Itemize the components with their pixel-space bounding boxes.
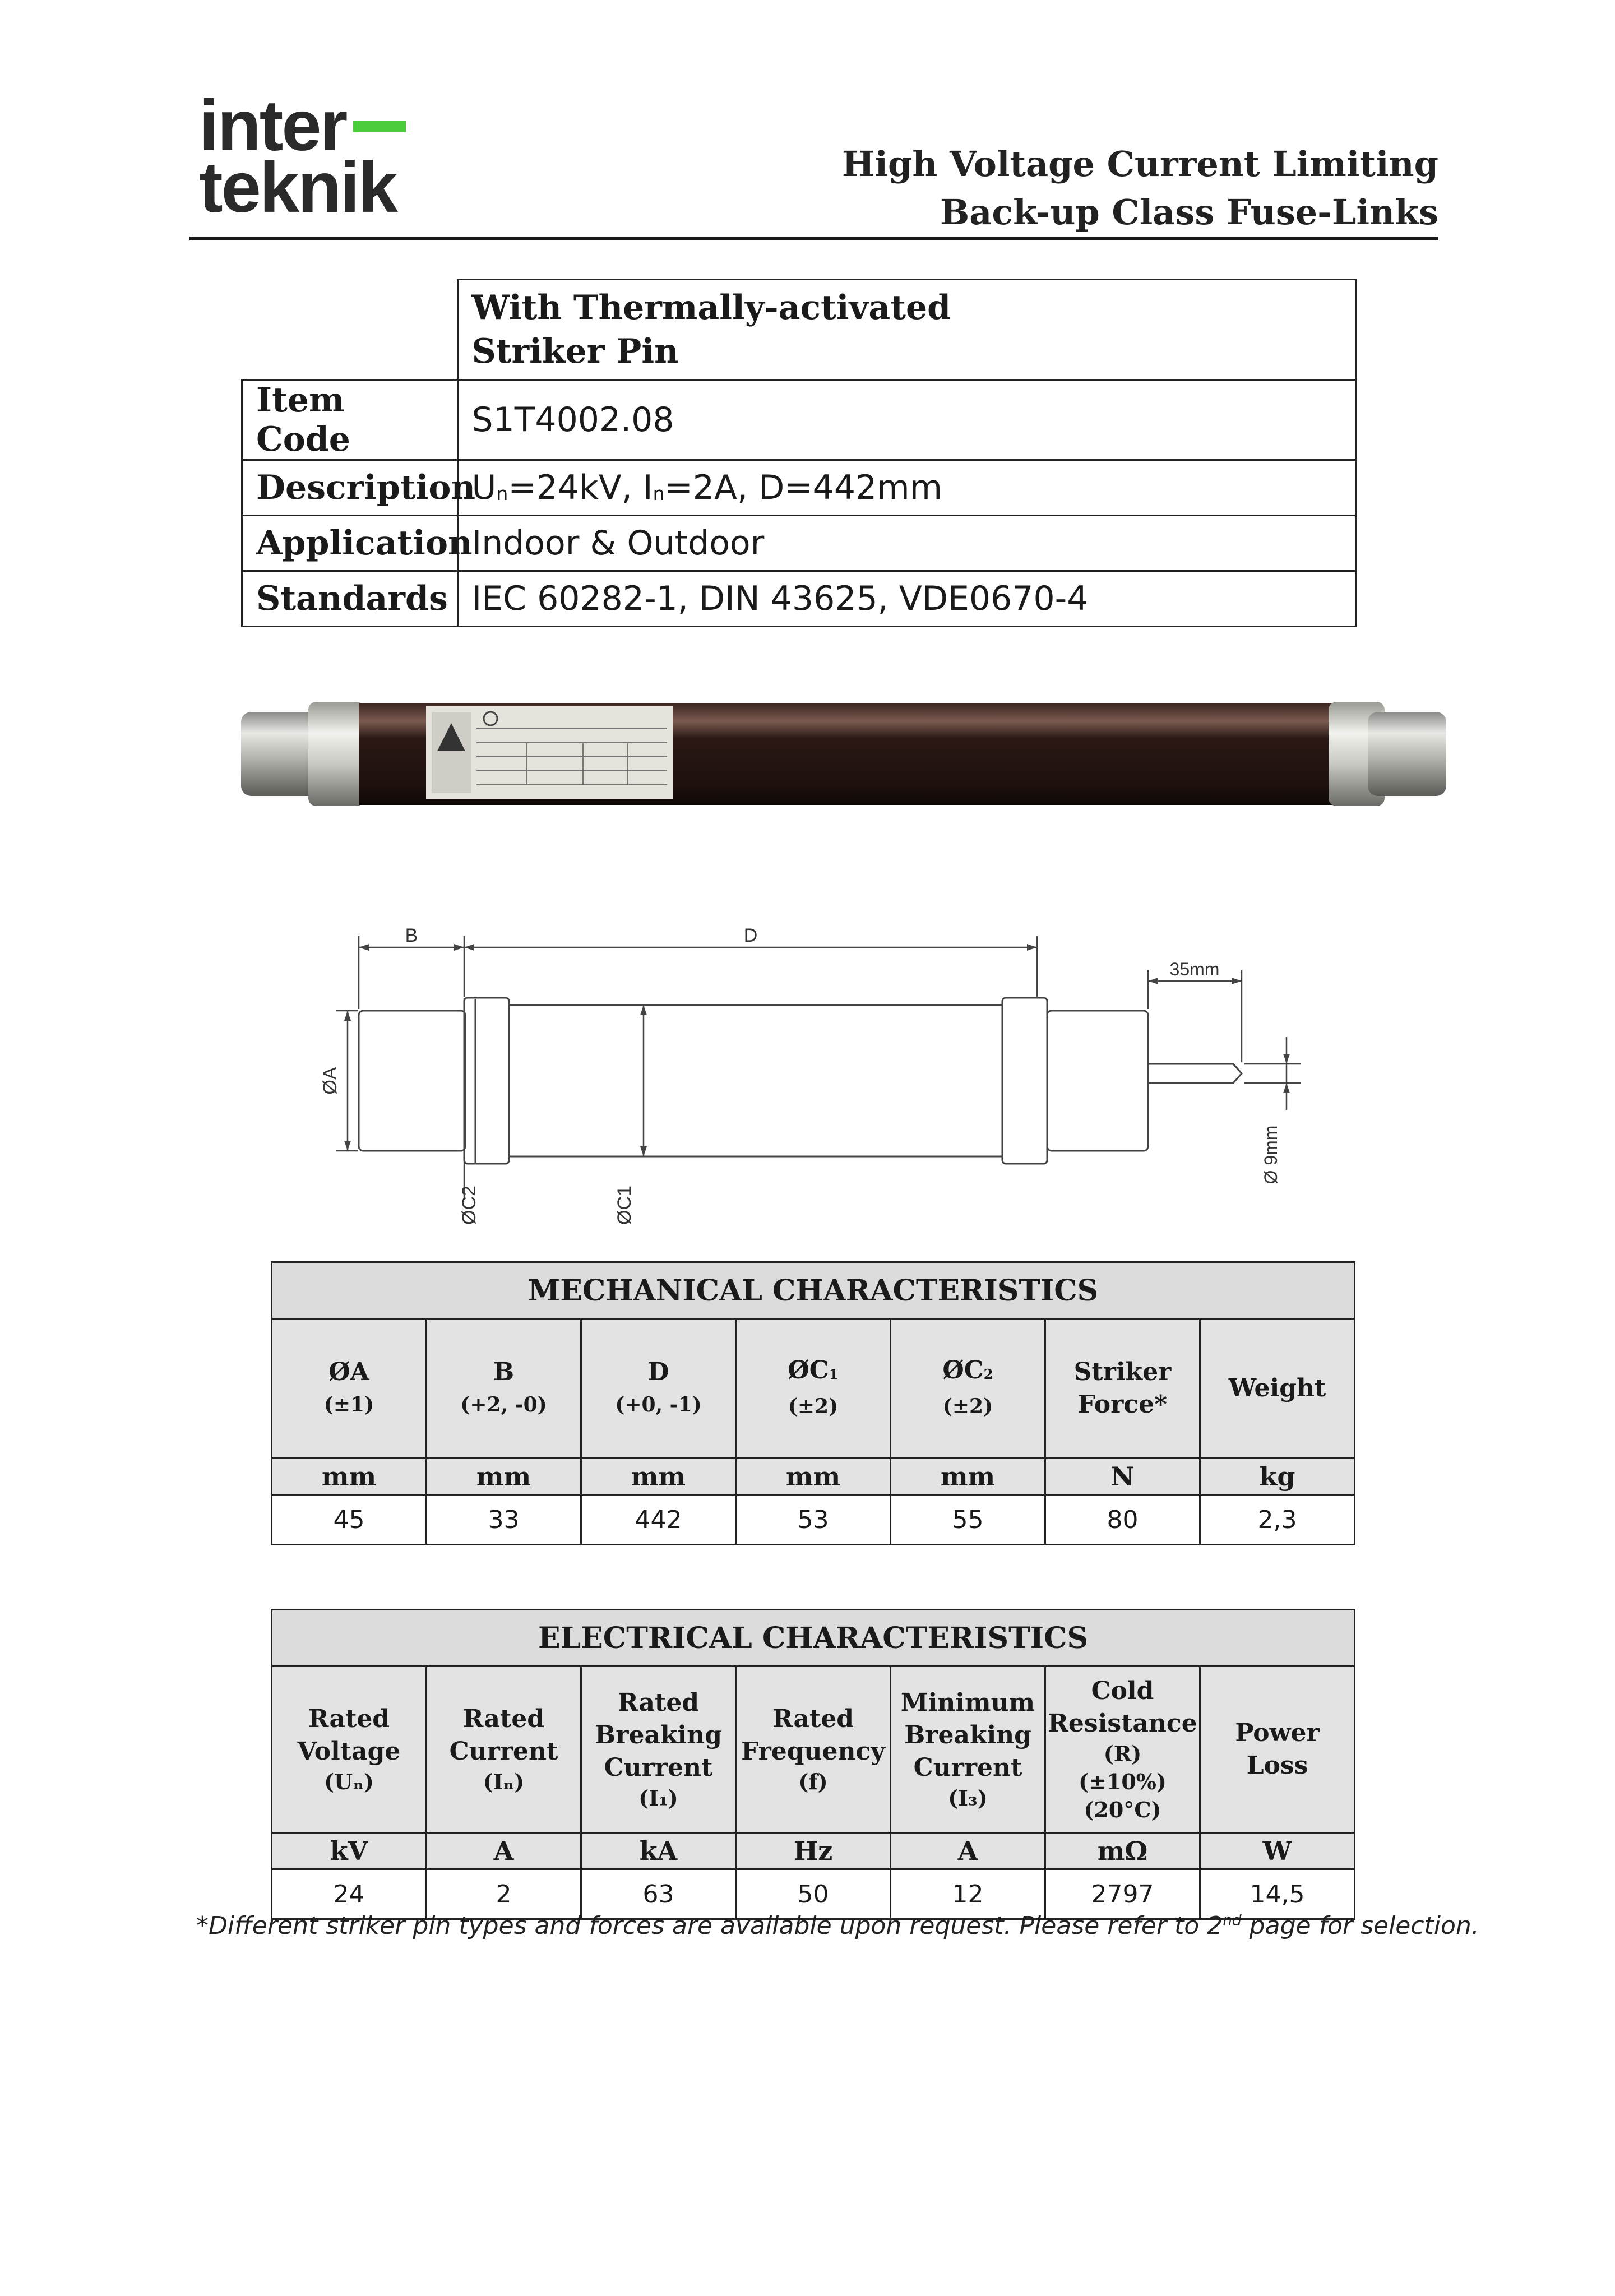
info-row-item-code	[242, 380, 1356, 460]
mechanical-value-row	[272, 1495, 1355, 1545]
mech-unit: mm	[736, 1459, 891, 1495]
fuse-left-ring	[308, 702, 364, 806]
mech-header-weight: Weight	[1200, 1319, 1355, 1459]
info-key-standards: Standards	[242, 571, 458, 627]
info-key-item-code: Item Code	[242, 380, 458, 460]
elec-value: 2797	[1045, 1869, 1200, 1919]
elec-value: 12	[891, 1869, 1045, 1919]
fuse-link-photo	[235, 689, 1446, 818]
mech-header-c1: $ØC_1$ (±2)	[736, 1319, 891, 1459]
info-row-variant	[242, 280, 1356, 380]
elec-value: 50	[736, 1869, 891, 1919]
dim-label-d: D	[743, 925, 758, 946]
mech-unit: N	[1045, 1459, 1200, 1495]
fuse-right-cap	[1368, 712, 1446, 796]
dim-label-c2: ØC2	[459, 1186, 480, 1225]
mech-value: 442	[581, 1495, 736, 1545]
drawing-left-ring	[464, 998, 509, 1164]
drawing-right-cap	[1047, 1011, 1148, 1151]
mech-value: 33	[427, 1495, 581, 1545]
electrical-title: ELECTRICAL CHARACTERISTICS	[272, 1610, 1355, 1667]
drawing-right-ring	[1002, 998, 1047, 1164]
mech-header-a: ØA (±1)	[272, 1319, 427, 1459]
info-value-standards: IEC 60282-1, DIN 43625, VDE0670-4	[457, 571, 1356, 627]
elec-header-cold-resistance: Cold Resistance (R) (±10%) (20°C)	[1045, 1667, 1200, 1833]
info-row-description	[242, 460, 1356, 516]
elec-header-minimum-breaking-current: Minimum Breaking Current (I₃)	[891, 1667, 1045, 1833]
info-value-application: Indoor & Outdoor	[457, 516, 1356, 571]
elec-unit: mΩ	[1045, 1833, 1200, 1869]
mechanical-characteristics-table	[271, 1261, 1355, 1545]
elec-header-rated-frequency: Rated Frequency (f)	[736, 1667, 891, 1833]
document-title-line-2: Back-up Class Fuse-Links	[940, 192, 1438, 233]
electrical-header-row	[272, 1667, 1355, 1833]
mechanical-title: MECHANICAL CHARACTERISTICS	[272, 1262, 1355, 1319]
elec-value: 24	[272, 1869, 427, 1919]
elec-header-rated-current: Rated Current (Iₙ)	[427, 1667, 581, 1833]
elec-unit: W	[1200, 1833, 1355, 1869]
info-row-standards	[242, 571, 1356, 627]
desc-u-sub: n	[496, 482, 508, 504]
elec-unit: A	[427, 1833, 581, 1869]
elec-header-rated-voltage: Rated Voltage (Uₙ)	[272, 1667, 427, 1833]
elec-unit: kV	[272, 1833, 427, 1869]
drawing-body	[509, 1005, 1002, 1156]
mech-value: 45	[272, 1495, 427, 1545]
document-title-line-1: High Voltage Current Limiting	[841, 144, 1438, 184]
dim-label-a: ØA	[320, 1067, 341, 1095]
mech-header-striker-force: Striker Force*	[1045, 1319, 1200, 1459]
desc-i-val: =2A, D=442mm	[664, 468, 943, 507]
mech-unit: mm	[581, 1459, 736, 1495]
header-divider	[189, 237, 1438, 240]
dim-label-pin-diameter: Ø 9mm	[1261, 1125, 1281, 1184]
variant-title	[457, 280, 1356, 380]
logo-line-2: teknik	[199, 147, 396, 228]
mech-unit: mm	[272, 1459, 427, 1495]
info-row-application	[242, 516, 1356, 571]
dimension-drawing	[314, 919, 1323, 1244]
mechanical-header-row	[272, 1319, 1355, 1459]
mech-unit: mm	[891, 1459, 1045, 1495]
desc-i: I	[642, 468, 653, 507]
variant-title-line-1: With Thermally-activated	[471, 288, 951, 327]
desc-u-val: =24kV,	[508, 468, 643, 507]
info-blank-cell	[242, 280, 458, 380]
elec-unit: A	[891, 1833, 1045, 1869]
info-key-application: Application	[242, 516, 458, 571]
variant-title-line-2: Striker Pin	[471, 332, 679, 371]
elec-value: 2	[427, 1869, 581, 1919]
company-logo	[199, 86, 434, 230]
mech-header-c2: $ØC_2$ (±2)	[891, 1319, 1045, 1459]
drawing-striker-pin	[1148, 1064, 1242, 1083]
info-key-description: Description	[242, 460, 458, 516]
elec-value: 63	[581, 1869, 736, 1919]
logo-accent-dash	[353, 121, 406, 132]
dim-label-pin-length: 35mm	[1169, 959, 1220, 979]
info-value-item-code: S1T4002.08	[457, 380, 1356, 460]
mechanical-unit-row	[272, 1459, 1355, 1495]
mech-header-d: D (+0, -1)	[581, 1319, 736, 1459]
mech-value: 80	[1045, 1495, 1200, 1545]
document-title	[842, 140, 1438, 237]
elec-header-power-loss: Power Loss	[1200, 1667, 1355, 1833]
elec-unit: Hz	[736, 1833, 891, 1869]
info-value-description	[457, 460, 1356, 516]
desc-i-sub: n	[653, 482, 665, 504]
desc-u: U	[471, 468, 497, 507]
mech-unit: kg	[1200, 1459, 1355, 1495]
elec-value: 14,5	[1200, 1869, 1355, 1919]
dim-label-c1: ØC1	[614, 1186, 635, 1225]
mech-header-b: B (+2, -0)	[427, 1319, 581, 1459]
footnote: *Different striker pin types and forces are available upon request. Please refer to 2nd page for selection.	[196, 1911, 1479, 1940]
product-info-table	[241, 279, 1357, 627]
elec-header-rated-breaking-current: Rated Breaking Current (I₁)	[581, 1667, 736, 1833]
mech-value: 53	[736, 1495, 891, 1545]
drawing-left-cap	[359, 1011, 465, 1151]
fuse-label-sticker	[426, 706, 673, 799]
mech-unit: mm	[427, 1459, 581, 1495]
electrical-characteristics-table	[271, 1609, 1355, 1920]
electrical-unit-row	[272, 1833, 1355, 1869]
mech-value: 2,3	[1200, 1495, 1355, 1545]
elec-unit: kA	[581, 1833, 736, 1869]
logo-text-inter: inter	[199, 86, 346, 166]
dim-label-b: B	[405, 925, 418, 946]
mech-value: 55	[891, 1495, 1045, 1545]
